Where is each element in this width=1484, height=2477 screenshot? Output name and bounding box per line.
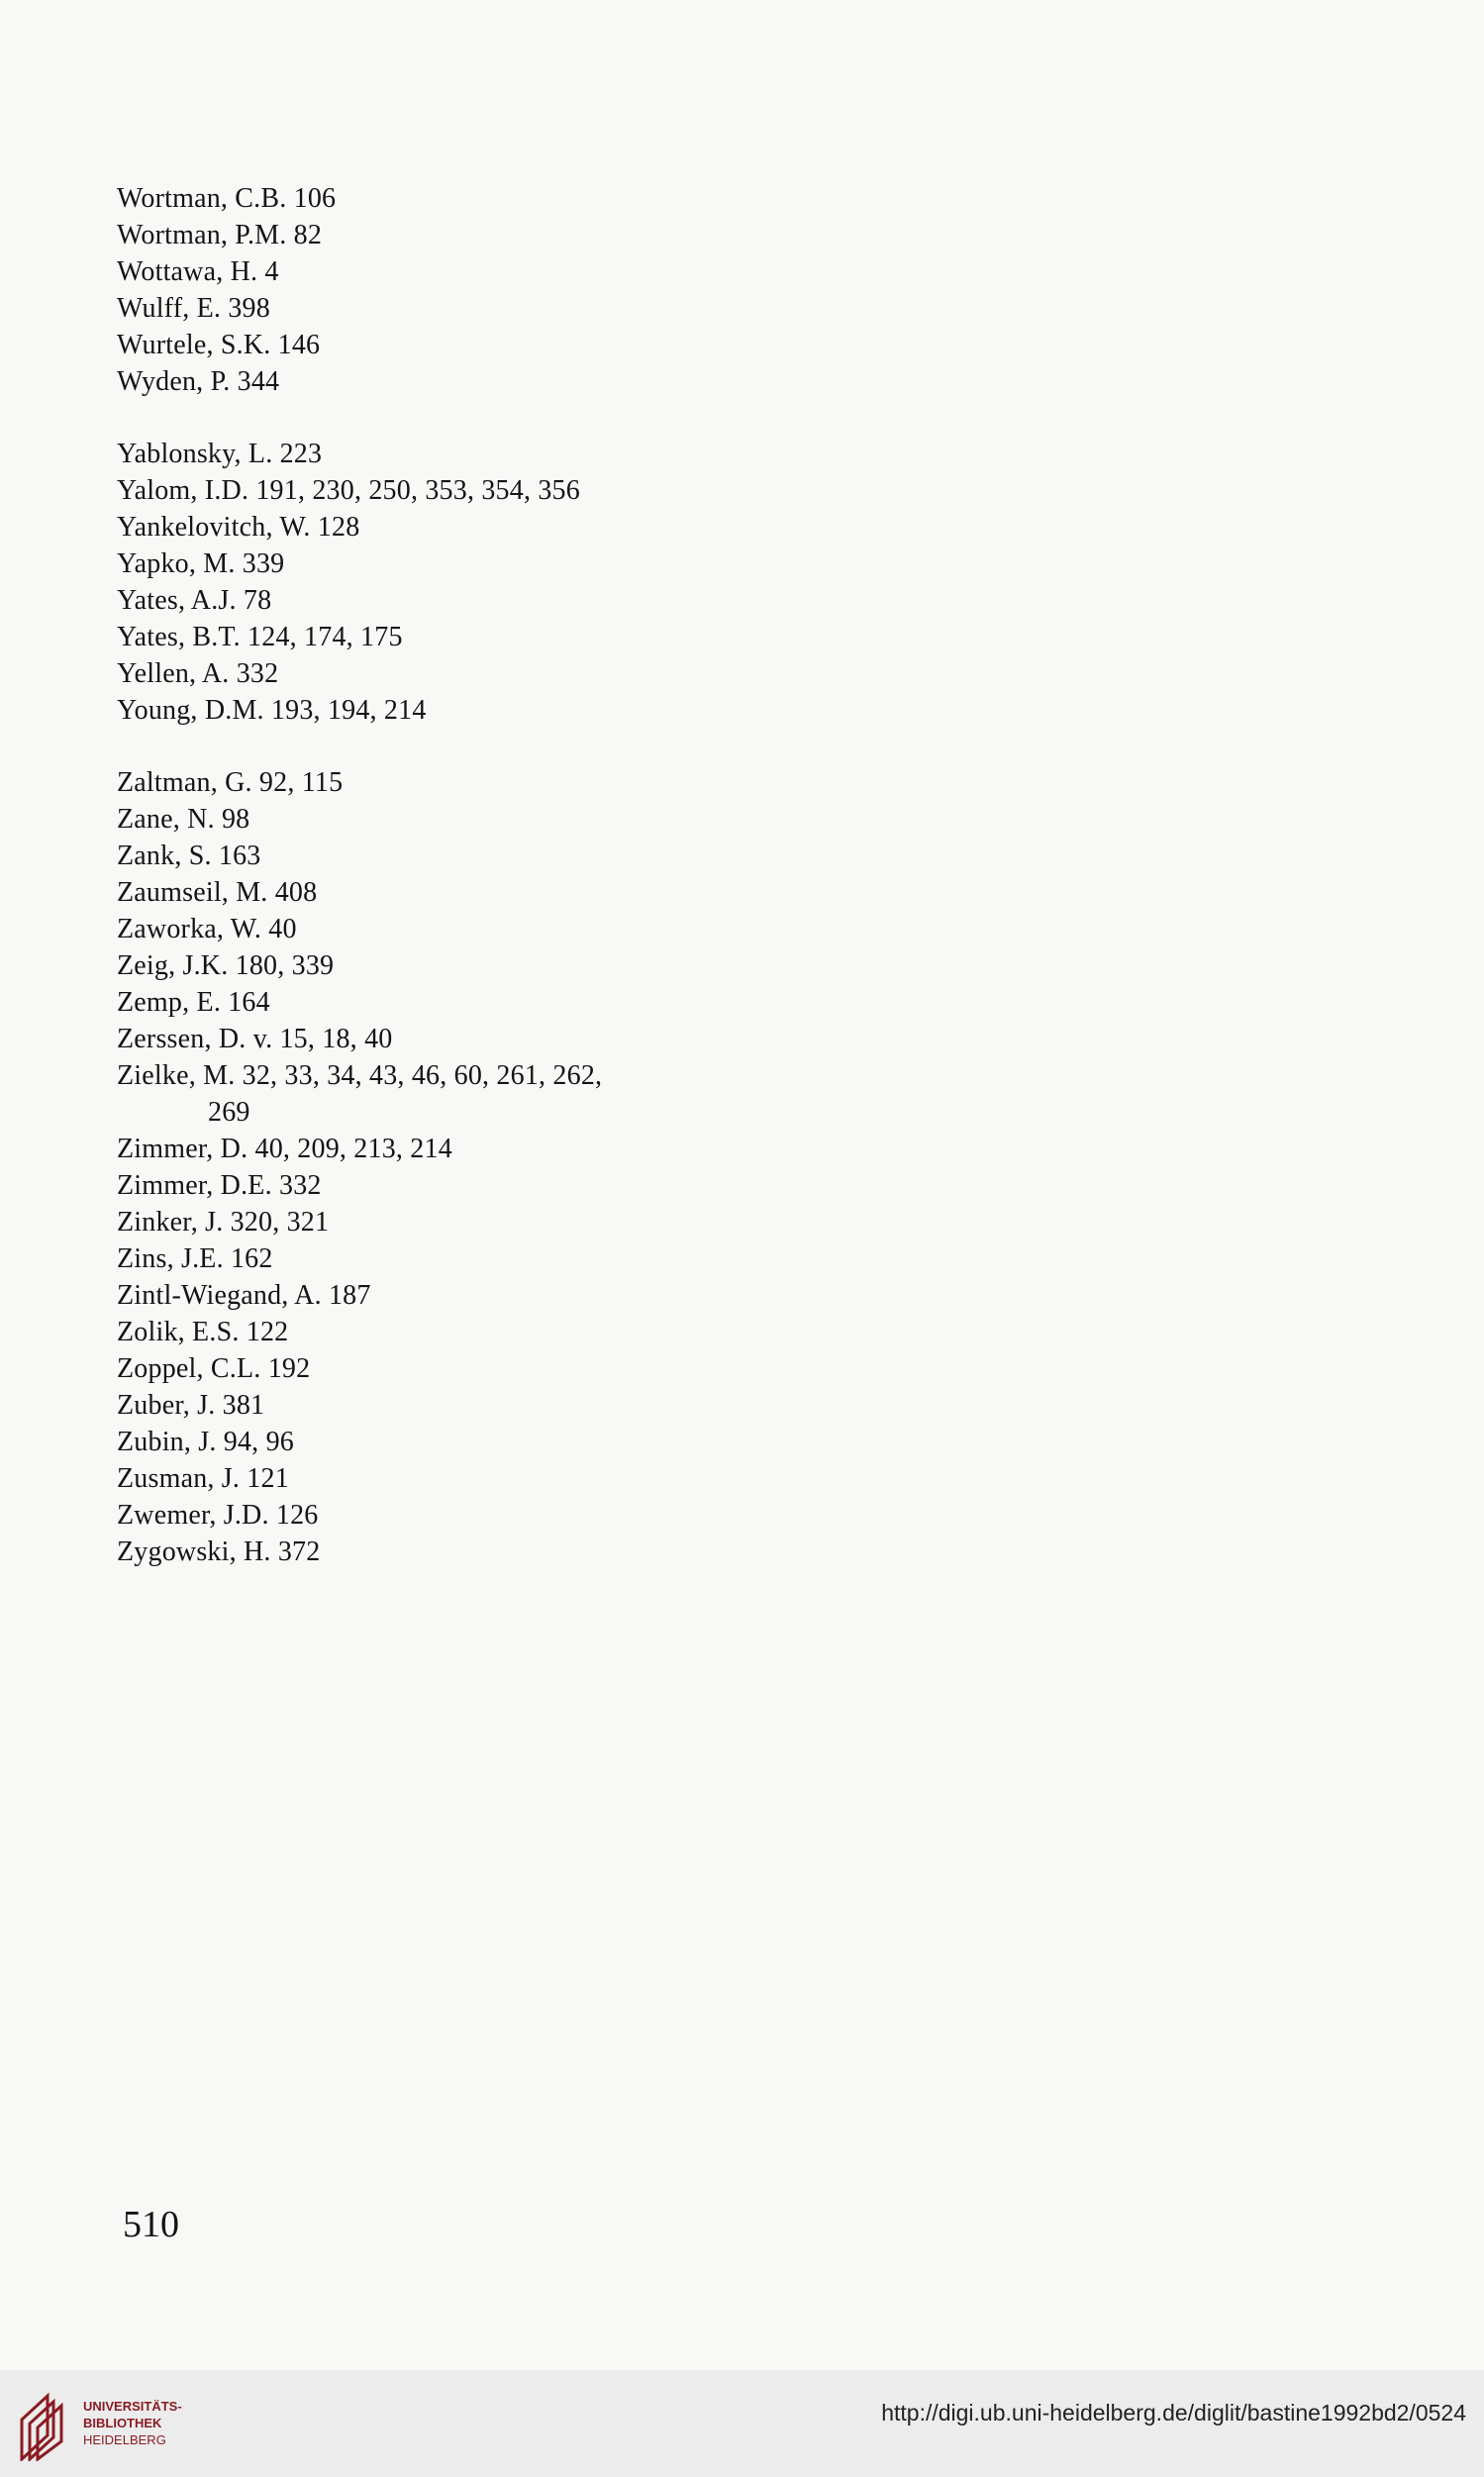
index-entry: Zerssen, D. v. 15, 18, 40 bbox=[117, 1024, 393, 1054]
index-entry: Wurtele, S.K. 146 bbox=[117, 330, 321, 360]
index-entry: Zimmer, D.E. 332 bbox=[117, 1170, 322, 1201]
library-logo-icon bbox=[16, 2390, 75, 2461]
index-entry: Zygowski, H. 372 bbox=[117, 1536, 321, 1567]
index-entry: Zins, J.E. 162 bbox=[117, 1243, 273, 1274]
index-entry: Yates, B.T. 124, 174, 175 bbox=[117, 622, 403, 652]
permalink-url[interactable]: http://digi.ub.uni-heidelberg.de/diglit/bastine1992bd2/0524 bbox=[881, 2400, 1466, 2426]
index-entry: Zaumseil, M. 408 bbox=[117, 877, 318, 908]
index-entry: Zolik, E.S. 122 bbox=[117, 1317, 289, 1347]
index-entry: Zuber, J. 381 bbox=[117, 1390, 265, 1421]
logo-line: HEIDELBERG bbox=[83, 2432, 166, 2447]
index-entry: Wortman, P.M. 82 bbox=[117, 220, 323, 250]
logo-line: BIBLIOTHEK bbox=[83, 2416, 162, 2430]
letter-group-gap bbox=[117, 729, 711, 764]
index-entry: Wulff, E. 398 bbox=[117, 293, 270, 324]
index-entry: Yapko, M. 339 bbox=[117, 548, 285, 579]
library-footer-bar bbox=[0, 2370, 1484, 2477]
index-entry: Young, D.M. 193, 194, 214 bbox=[117, 695, 427, 726]
index-entry: Wottawa, H. 4 bbox=[117, 256, 279, 287]
index-entry: Wyden, P. 344 bbox=[117, 366, 280, 397]
index-entry: Yankelovitch, W. 128 bbox=[117, 512, 360, 543]
index-entry: Yellen, A. 332 bbox=[117, 658, 279, 689]
index-entry: Zusman, J. 121 bbox=[117, 1463, 289, 1494]
letter-group-gap bbox=[117, 400, 711, 436]
index-entry: Zoppel, C.L. 192 bbox=[117, 1353, 311, 1384]
index-entry: Wortman, C.B. 106 bbox=[117, 183, 337, 214]
index-entry: Zielke, M. 32, 33, 34, 43, 46, 60, 261, 262, bbox=[117, 1060, 603, 1091]
page-number: 510 bbox=[123, 2204, 179, 2245]
index-entry: Zank, S. 163 bbox=[117, 841, 261, 871]
index-entry: Zaworka, W. 40 bbox=[117, 914, 297, 944]
index-entry: Zimmer, D. 40, 209, 213, 214 bbox=[117, 1134, 452, 1164]
index-entry: Zinker, J. 320, 321 bbox=[117, 1207, 330, 1238]
index-entry: Yates, A.J. 78 bbox=[117, 585, 272, 616]
logo-line: UNIVERSITÄTS- bbox=[83, 2399, 182, 2414]
index-entry: Zane, N. 98 bbox=[117, 804, 250, 835]
index-entry: Zintl-Wiegand, A. 187 bbox=[117, 1280, 371, 1311]
index-entry: Zaltman, G. 92, 115 bbox=[117, 767, 344, 798]
library-logo[interactable] bbox=[16, 2390, 214, 2461]
author-index-column bbox=[117, 180, 711, 1570]
library-logo-text bbox=[83, 2398, 182, 2448]
index-entry: Yalom, I.D. 191, 230, 250, 353, 354, 356 bbox=[117, 475, 580, 506]
index-entry: Zeig, J.K. 180, 339 bbox=[117, 950, 335, 981]
index-entry-continuation: 269 bbox=[208, 1097, 250, 1128]
index-entry: Zemp, E. 164 bbox=[117, 987, 270, 1018]
index-entry: Yablonsky, L. 223 bbox=[117, 439, 323, 469]
index-entry: Zubin, J. 94, 96 bbox=[117, 1427, 294, 1457]
index-entry: Zwemer, J.D. 126 bbox=[117, 1500, 319, 1531]
